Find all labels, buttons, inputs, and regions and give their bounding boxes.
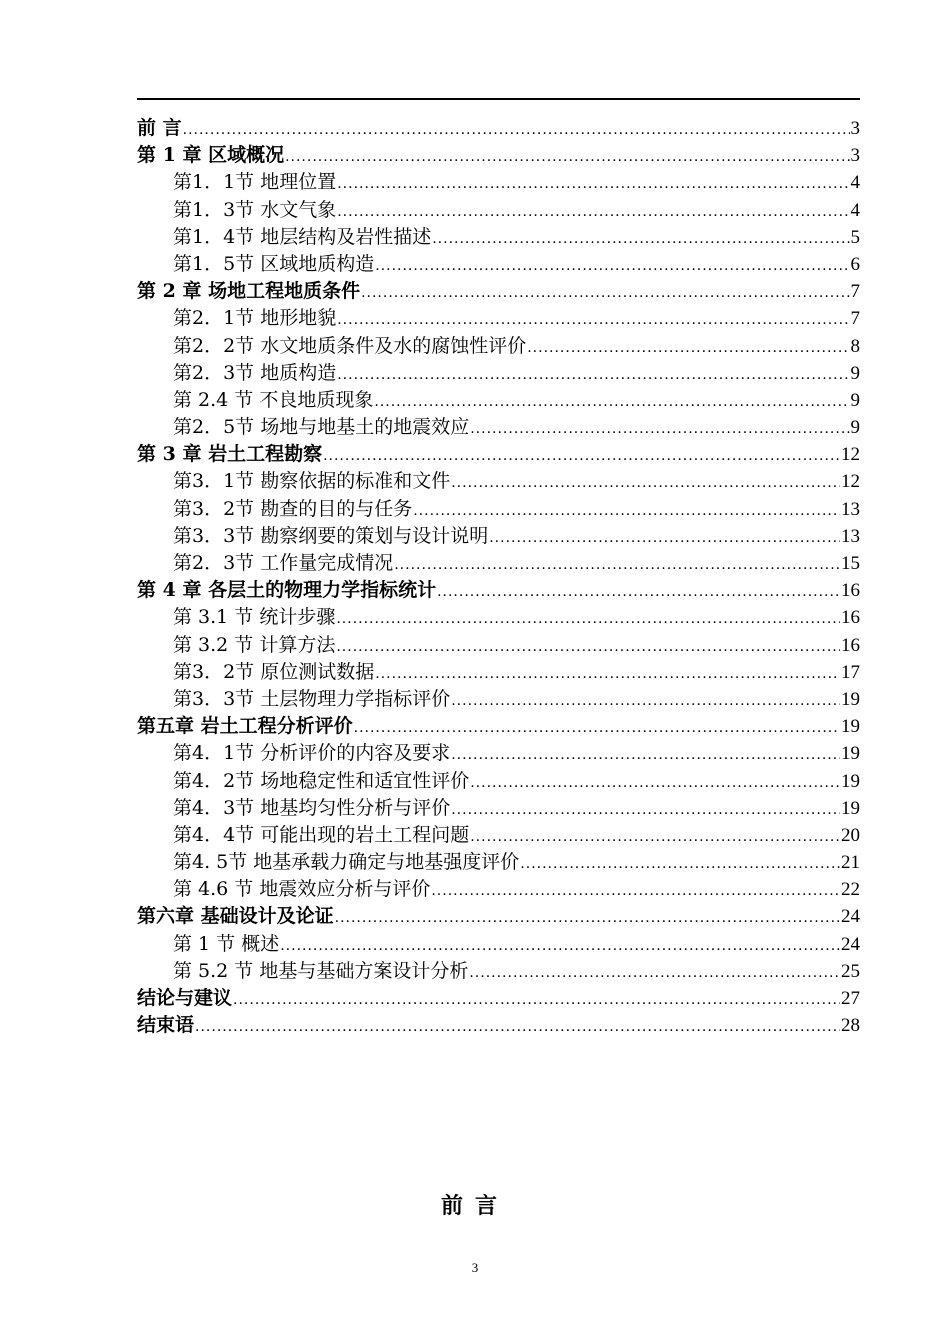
toc-dot-leader <box>431 878 840 903</box>
toc-entry-page-number: 19 <box>841 797 860 819</box>
toc-entry-page-number: 24 <box>841 933 860 955</box>
toc-dot-leader <box>451 742 840 767</box>
toc-dot-leader <box>451 688 840 713</box>
toc-dot-leader <box>489 525 840 550</box>
toc-entry-page-number: 15 <box>841 553 860 574</box>
toc-chapter-entry[interactable] <box>137 713 860 740</box>
section-heading: 前言 <box>440 1193 509 1219</box>
toc-entry-page-number: 7 <box>850 308 860 330</box>
toc-entry-page-number: 8 <box>850 335 860 357</box>
toc-entry-title: 第2．2节 水文地质条件及水的腐蚀性评价 <box>173 334 527 357</box>
toc-dot-leader <box>323 443 840 468</box>
toc-dot-leader <box>337 362 849 387</box>
toc-entry-title: 第3．2节 原位测试数据 <box>173 660 375 683</box>
toc-entry-page-number: 27 <box>841 988 860 1009</box>
toc-entry-title: 第1．5节 区域地质构造 <box>173 252 375 275</box>
toc-dot-leader <box>469 960 840 985</box>
toc-section-entry[interactable] <box>137 659 860 686</box>
toc-entry-page-number: 6 <box>850 253 860 275</box>
toc-section-entry[interactable] <box>137 931 860 958</box>
toc-entry-title: 第六章 基础设计及论证 <box>137 905 334 928</box>
toc-chapter-entry[interactable] <box>137 278 860 305</box>
toc-entry-title: 第 3.1 节 统计步骤 <box>173 606 336 629</box>
toc-section-entry[interactable] <box>137 387 860 414</box>
toc-entry-page-number: 13 <box>841 498 860 520</box>
toc-section-entry[interactable] <box>137 686 860 713</box>
toc-entry-page-number: 28 <box>841 1015 860 1037</box>
toc-section-entry[interactable] <box>137 333 860 360</box>
toc-dot-leader <box>437 579 840 604</box>
toc-section-entry[interactable] <box>137 632 860 659</box>
toc-chapter-entry[interactable] <box>137 115 860 142</box>
toc-entry-page-number: 25 <box>841 960 860 982</box>
toc-entry-page-number: 19 <box>841 743 860 765</box>
toc-entry-page-number: 4 <box>850 172 860 194</box>
toc-dot-leader <box>520 851 840 876</box>
toc-entry-page-number: 12 <box>841 471 860 493</box>
toc-section-entry[interactable] <box>137 550 860 577</box>
toc-dot-leader <box>432 226 849 251</box>
toc-section-entry[interactable] <box>137 768 860 795</box>
toc-entry-page-number: 22 <box>841 879 860 901</box>
toc-entry-title: 第2．3节 工作量完成情况 <box>173 552 394 574</box>
toc-entry-title: 结束语 <box>137 1014 195 1037</box>
toc-section-entry[interactable] <box>137 604 860 631</box>
table-of-contents <box>137 115 860 1039</box>
toc-section-entry[interactable] <box>137 876 860 903</box>
toc-entry-page-number: 21 <box>841 852 860 874</box>
toc-chapter-entry[interactable] <box>137 142 860 169</box>
toc-dot-leader <box>336 634 840 659</box>
toc-entry-page-number: 19 <box>841 770 860 792</box>
toc-section-entry[interactable] <box>137 496 860 523</box>
toc-dot-leader <box>375 253 849 278</box>
toc-entry-title: 第 5.2 节 地基与基础方案设计分析 <box>173 959 469 982</box>
toc-entry-title: 第4．2节 场地稳定性和适宜性评价 <box>173 769 470 792</box>
toc-entry-page-number: 16 <box>841 607 860 629</box>
toc-entry-title: 第1．1节 地理位置 <box>173 171 337 194</box>
toc-entry-title: 第 3.2 节 计算方法 <box>173 633 336 656</box>
toc-dot-leader <box>337 171 849 196</box>
toc-section-entry[interactable] <box>137 414 860 441</box>
toc-chapter-entry[interactable] <box>137 577 860 604</box>
toc-entry-title: 第4. 5节 地基承载力确定与地基强度评价 <box>173 851 520 874</box>
toc-entry-title: 第1．3节 水文气象 <box>173 198 337 221</box>
toc-entry-title: 第 1 节 概述 <box>173 932 280 955</box>
toc-dot-leader <box>280 933 840 958</box>
toc-section-entry[interactable] <box>137 468 860 495</box>
toc-section-entry[interactable] <box>137 224 860 251</box>
toc-dot-leader <box>470 824 840 849</box>
toc-entry-page-number: 9 <box>850 362 860 384</box>
toc-section-entry[interactable] <box>137 251 860 278</box>
toc-dot-leader <box>527 335 849 360</box>
toc-dot-leader <box>413 498 840 523</box>
toc-dot-leader <box>394 552 840 577</box>
toc-chapter-entry[interactable] <box>137 985 860 1012</box>
toc-section-entry[interactable] <box>137 305 860 332</box>
toc-entry-title: 第2．1节 地形地貌 <box>173 307 337 330</box>
toc-entry-page-number: 20 <box>841 824 860 846</box>
toc-entry-title: 第五章 岩土工程分析评价 <box>137 715 353 738</box>
toc-entry-title: 第3．3节 勘察纲要的策划与设计说明 <box>173 524 489 547</box>
toc-chapter-entry[interactable] <box>137 903 860 930</box>
toc-dot-leader <box>183 117 850 142</box>
toc-entry-title: 第 2.4 节 不良地质现象 <box>173 388 374 411</box>
toc-entry-page-number: 19 <box>841 688 860 710</box>
toc-dot-leader <box>374 389 849 414</box>
toc-chapter-entry[interactable] <box>137 441 860 468</box>
toc-entry-page-number: 9 <box>850 389 860 411</box>
page-number: 3 <box>471 1260 479 1275</box>
toc-dot-leader <box>336 606 840 631</box>
toc-entry-title: 第 4.6 节 地震效应分析与评价 <box>173 878 431 901</box>
toc-entry-title: 第3．3节 土层物理力学指标评价 <box>173 687 451 710</box>
toc-section-entry[interactable] <box>137 849 860 876</box>
toc-entry-title: 结论与建议 <box>137 987 233 1009</box>
toc-entry-title: 第 3 章 岩土工程勘察 <box>137 443 323 466</box>
toc-section-entry[interactable] <box>137 740 860 767</box>
toc-section-entry[interactable] <box>137 169 860 196</box>
toc-entry-page-number: 5 <box>850 226 860 248</box>
toc-entry-title: 第4．4节 可能出现的岩土工程问题 <box>173 823 470 846</box>
toc-dot-leader <box>451 797 840 822</box>
toc-dot-leader <box>470 416 849 441</box>
toc-entry-title: 第2．5节 场地与地基土的地震效应 <box>173 416 470 439</box>
toc-dot-leader <box>285 144 849 169</box>
toc-dot-leader <box>375 661 840 686</box>
toc-dot-leader <box>337 199 849 224</box>
header-rule <box>137 98 860 100</box>
toc-dot-leader <box>337 307 849 332</box>
toc-entry-title: 第 4 章 各层土的物理力学指标统计 <box>137 579 437 602</box>
toc-entry-page-number: 16 <box>841 634 860 656</box>
toc-entry-title: 第4．1节 分析评价的内容及要求 <box>173 742 451 765</box>
toc-section-entry[interactable] <box>137 958 860 985</box>
toc-section-entry[interactable] <box>137 197 860 224</box>
toc-section-entry[interactable] <box>137 523 860 550</box>
toc-entry-title: 第3．2节 勘查的目的与任务 <box>173 497 413 520</box>
toc-entry-page-number: 17 <box>841 661 860 683</box>
toc-entry-page-number: 7 <box>850 281 860 303</box>
toc-entry-title: 第1．4节 地层结构及岩性描述 <box>173 225 432 248</box>
toc-entry-page-number: 3 <box>850 118 860 139</box>
toc-entry-page-number: 3 <box>850 145 860 167</box>
toc-entry-title: 第2．3节 地质构造 <box>173 361 337 384</box>
toc-dot-leader <box>451 470 840 495</box>
toc-dot-leader <box>233 987 840 1012</box>
toc-section-entry[interactable] <box>137 795 860 822</box>
toc-chapter-entry[interactable] <box>137 1012 860 1039</box>
toc-entry-page-number: 24 <box>841 906 860 928</box>
toc-entry-page-number: 12 <box>841 444 860 466</box>
toc-entry-title: 第 2 章 场地工程地质条件 <box>137 280 361 303</box>
toc-dot-leader <box>361 280 849 305</box>
toc-entry-title: 第3．1节 勘察依据的标准和文件 <box>173 470 451 493</box>
toc-dot-leader <box>354 715 840 740</box>
toc-section-entry[interactable] <box>137 822 860 849</box>
toc-dot-leader <box>335 905 840 930</box>
toc-entry-title: 前 言 <box>137 117 182 139</box>
toc-entry-page-number: 4 <box>850 199 860 221</box>
toc-dot-leader <box>195 1014 840 1039</box>
toc-entry-page-number: 13 <box>841 525 860 547</box>
toc-section-entry[interactable] <box>137 360 860 387</box>
toc-entry-page-number: 19 <box>841 716 860 738</box>
toc-entry-title: 第 1 章 区域概况 <box>137 144 285 167</box>
toc-dot-leader <box>470 770 840 795</box>
toc-entry-page-number: 9 <box>850 417 860 439</box>
toc-entry-title: 第4．3节 地基均匀性分析与评价 <box>173 796 451 819</box>
toc-entry-page-number: 16 <box>841 580 860 602</box>
